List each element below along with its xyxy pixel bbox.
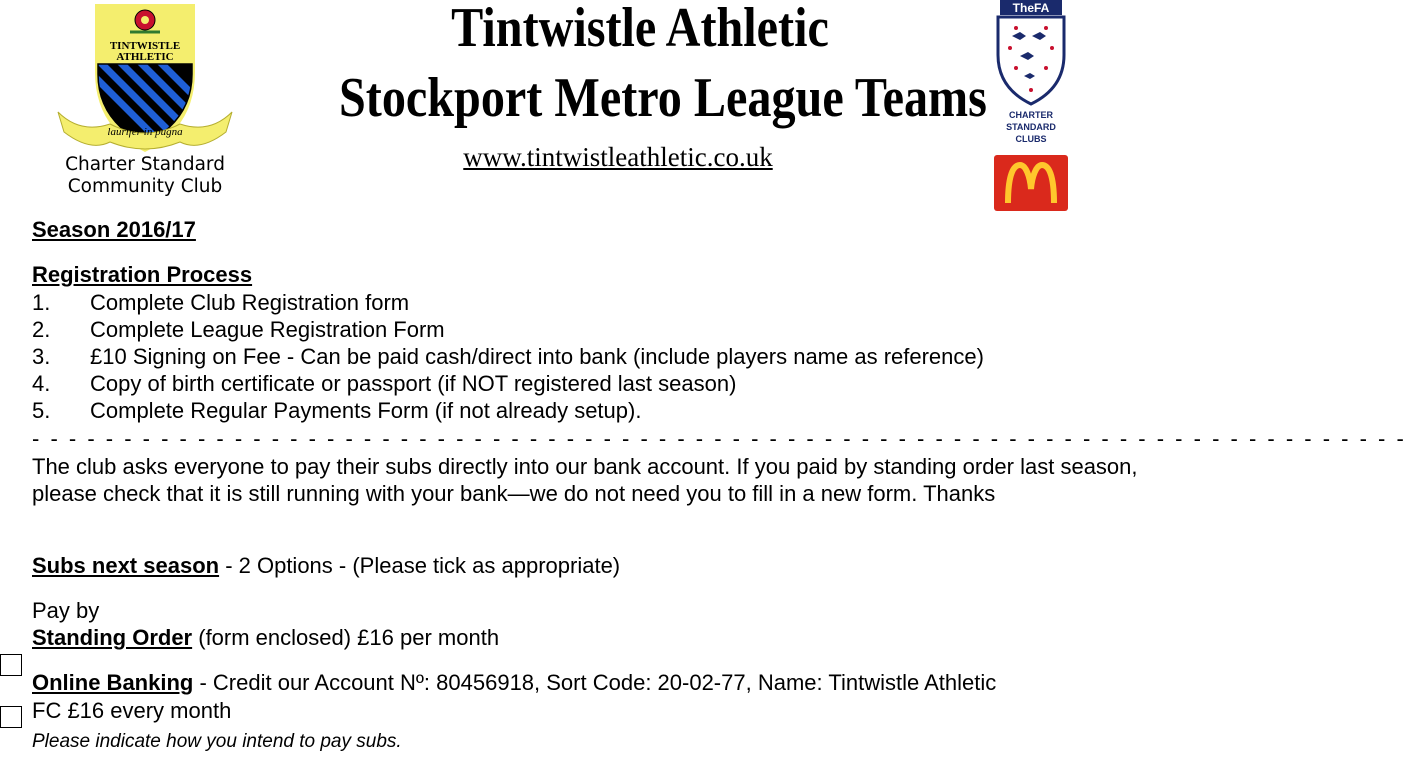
list-item-text: Complete Regular Payments Form (if not already setup). — [90, 398, 642, 423]
crest-motto: laurifer in pugna — [107, 126, 183, 138]
caption-line-2: Community Club — [67, 176, 223, 197]
payment-note: Please indicate how you intend to pay subs. — [32, 731, 402, 752]
option-standing-order-text: (form enclosed) £16 per month — [192, 625, 500, 650]
standing-order-checkbox[interactable] — [0, 654, 22, 676]
list-item — [32, 343, 984, 370]
fa-badge-title: TheFA — [1012, 1, 1050, 15]
fa-charter-badge — [994, 0, 1068, 146]
caption-line-1: Charter Standard — [65, 154, 225, 175]
fa-badge-line-1: CHARTER — [1009, 110, 1053, 120]
website-link[interactable]: www.tintwistleathletic.co.uk — [463, 142, 773, 172]
subs-heading-line — [32, 552, 620, 579]
list-item-number: 3. — [32, 344, 51, 369]
subs-paragraph: The club asks everyone to pay their subs directly into our bank account. If you paid by standing order last season, please check that it is still running with your bank—we do not need you to fill in a new form. Thanks — [32, 454, 1138, 506]
crest-name-top: TINTWISTLE — [109, 40, 181, 52]
dashed-separator: - - - - - - - - - - - - - - - - - - - - - - - - - - - - - - - - - - - - - - - - - - - - - - - - - - - - - - - - - - - - - - - - - - - - - - - - - - - — [32, 426, 1406, 451]
list-item — [32, 397, 641, 424]
club-crest-logo — [50, 2, 240, 158]
page-title-line-1: Tintwistle Athletic — [451, 0, 829, 59]
list-item-number: 5. — [32, 398, 51, 423]
option-standing-order — [32, 624, 499, 651]
season-heading: Season 2016/17 — [32, 217, 196, 242]
crest-caption — [40, 154, 250, 198]
online-banking-checkbox[interactable] — [0, 706, 22, 728]
list-item — [32, 289, 409, 316]
page-title-line-2: Stockport Metro League Teams — [339, 67, 987, 129]
mcdonalds-logo-icon — [994, 155, 1068, 211]
list-item-text: Copy of birth certificate or passport (if NOT registered last season) — [90, 371, 737, 396]
subs-heading: Subs next season — [32, 553, 220, 578]
list-item — [32, 370, 736, 397]
list-item-number: 2. — [32, 317, 51, 342]
list-item-text: Complete Club Registration form — [90, 290, 410, 315]
subs-heading-suffix: - 2 Options - (Please tick as appropriate) — [219, 553, 621, 578]
option-online-banking-line-2: FC £16 every month — [32, 698, 232, 723]
list-item — [32, 316, 445, 343]
pay-by-label: Pay by — [32, 598, 100, 623]
list-item-text: £10 Signing on Fee - Can be paid cash/direct into bank (include players name as reference) — [90, 344, 984, 369]
list-item-number: 1. — [32, 290, 51, 315]
list-item-number: 4. — [32, 371, 51, 396]
registration-heading: Registration Process — [32, 262, 253, 287]
option-standing-order-label: Standing Order — [32, 625, 193, 650]
list-item-text: Complete League Registration Form — [90, 317, 445, 342]
crest-name-bottom: ATHLETIC — [116, 51, 174, 63]
option-online-banking-label: Online Banking — [32, 670, 194, 695]
fa-badge-line-2: STANDARD — [1006, 122, 1056, 132]
option-online-banking-text: - Credit our Account Nº: 80456918, Sort Code: 20-02-77, Name: Tintwistle Athletic — [193, 670, 997, 695]
option-online-banking — [32, 669, 996, 696]
fa-badge-line-3: CLUBS — [1015, 134, 1047, 144]
